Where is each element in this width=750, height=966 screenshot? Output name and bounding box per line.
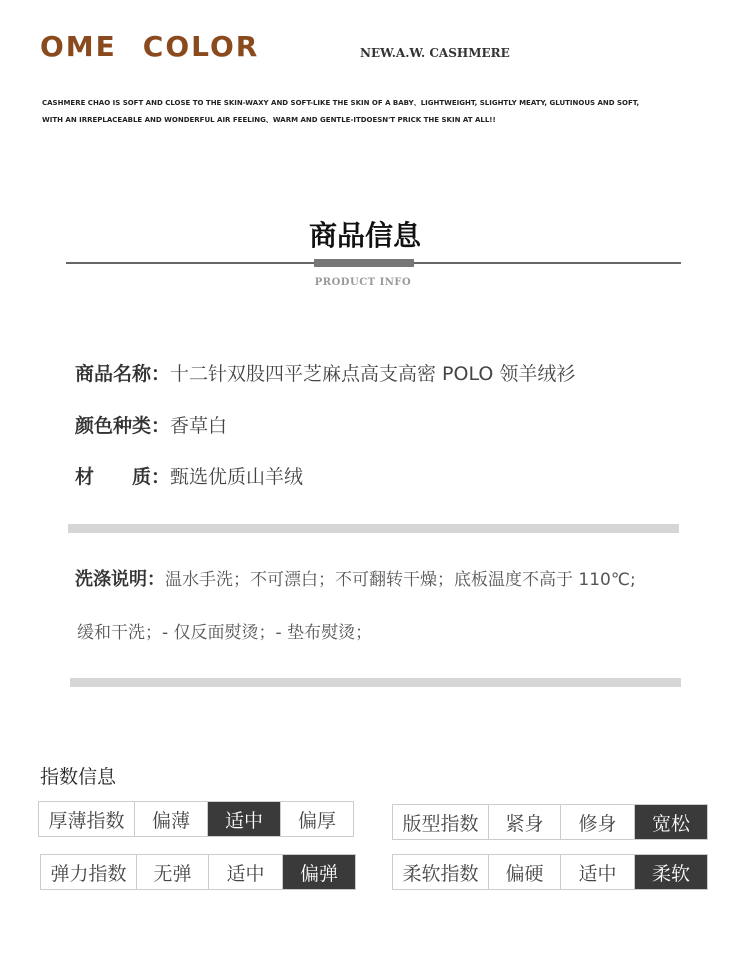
- product-color-value: 香草白: [170, 415, 228, 437]
- divider-bar: [68, 524, 679, 533]
- product-name-row: [75, 359, 575, 386]
- index-option: 宽松: [635, 805, 707, 839]
- index-option: 无弹: [137, 855, 209, 889]
- product-material-row: [75, 462, 303, 489]
- index-label: 弹力指数: [41, 855, 137, 889]
- divider-bar: [70, 678, 681, 687]
- index-table-softness: [392, 854, 708, 890]
- brand-logo: [40, 30, 259, 63]
- index-option: 偏厚: [297, 809, 336, 832]
- brand-right: COLOR: [142, 30, 260, 63]
- index-option: 适中: [561, 855, 635, 889]
- sub-brand: NEW.A.W. CASHMERE: [360, 46, 510, 60]
- index-title: 指数信息: [40, 766, 117, 788]
- index-option: 偏弹: [283, 855, 355, 889]
- washing-label: 洗涤说明：: [75, 569, 165, 590]
- index-label: 版型指数: [393, 805, 489, 839]
- index-table-fit: [392, 804, 708, 840]
- index-option: 适中: [209, 855, 283, 889]
- tagline-line2: WITH AN IRREPLACEABLE AND WONDERFUL AIR FEELING、WARM AND GENTLE-ITDOESN'T PRICK THE SKIN AT ALL!!: [42, 116, 496, 124]
- washing-line2: 缓和干洗；- 仅反面熨烫；- 垫布熨烫；: [77, 623, 373, 643]
- index-option: 紧身: [489, 805, 561, 839]
- washing-text1: 温水手洗；不可漂白；不可翻转干燥；底板温度不高于 110℃;: [165, 570, 636, 590]
- index-table-elasticity: [40, 854, 356, 890]
- section-subtitle: PRODUCT INFO: [314, 277, 412, 288]
- product-color-label: 颜色种类：: [75, 415, 171, 437]
- brand-left: OME: [40, 30, 117, 63]
- index-option: 柔软: [635, 855, 707, 889]
- tagline-line1: CASHMERE CHAO IS SOFT AND CLOSE TO THE SKIN-WAXY AND SOFT-LIKE THE SKIN OF A BABY、LIGHTWEIGHT, SLIGHTLY MEATY, GLUTINOUS AND SOFT,: [42, 99, 640, 107]
- index-label: 柔软指数: [393, 855, 489, 889]
- index-option: 偏薄: [135, 802, 208, 836]
- index-option: 修身: [561, 805, 635, 839]
- washing-line1: [75, 565, 636, 591]
- index-option: 适中: [208, 802, 281, 836]
- index-label: 厚薄指数: [39, 802, 135, 836]
- product-material-value: 甄选优质山羊绒: [170, 466, 304, 488]
- index-option: 偏硬: [489, 855, 561, 889]
- section-title: 商品信息: [308, 219, 421, 252]
- product-name-value: 十二针双股四平芝麻点高支高密 POLO 领羊绒衫: [170, 363, 576, 385]
- product-color-row: [75, 411, 227, 438]
- index-table-thickness: [38, 801, 354, 837]
- section-divider-accent: [314, 259, 414, 267]
- product-material-label: 材 质：: [75, 466, 171, 488]
- product-name-label: 商品名称：: [75, 363, 171, 385]
